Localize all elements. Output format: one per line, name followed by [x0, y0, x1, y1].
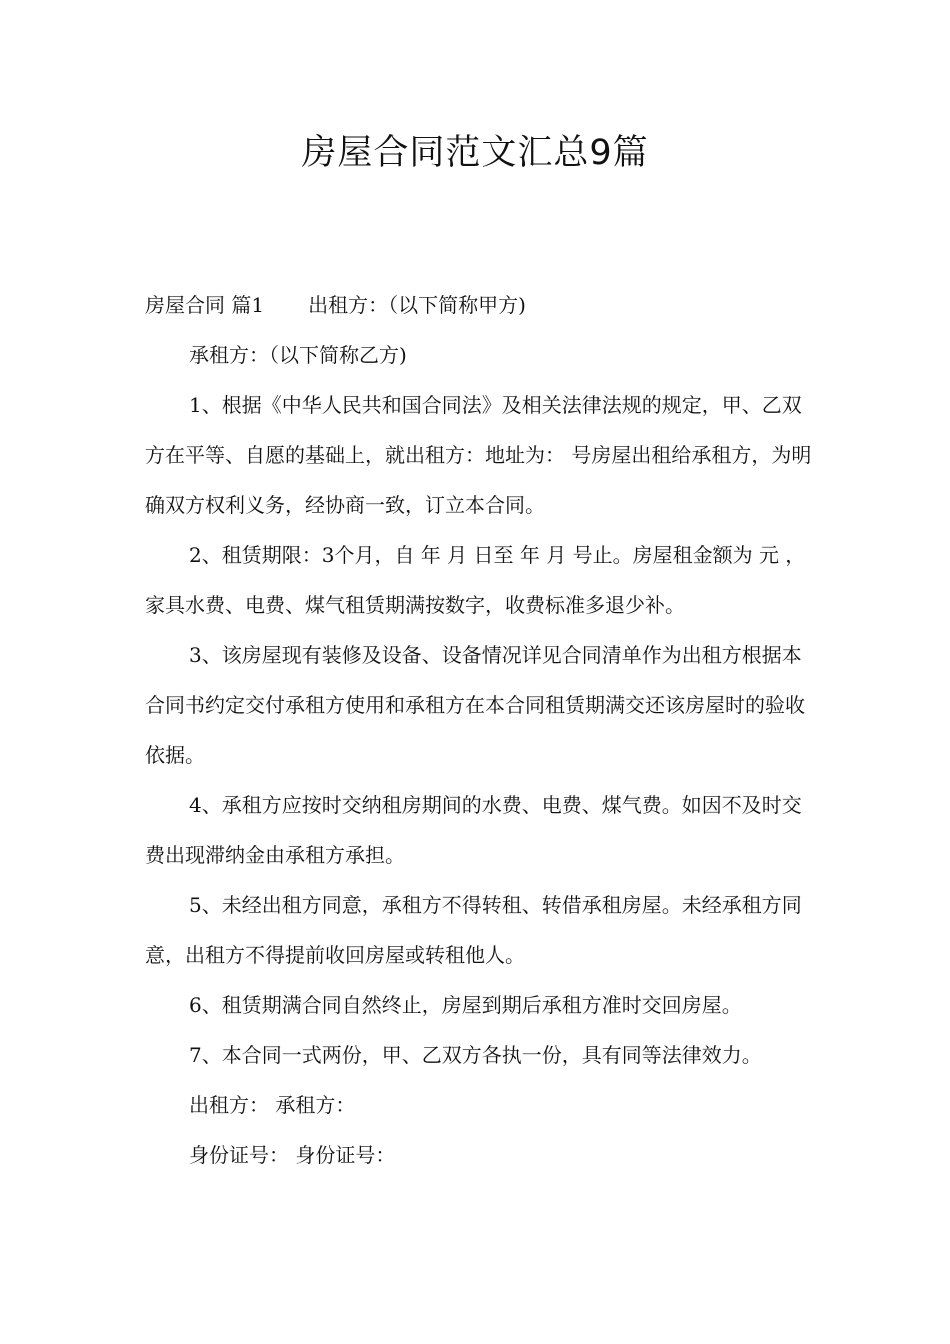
signature-parties-line: 出租方： 承租方：	[189, 1093, 356, 1117]
section-label: 房屋合同 篇1	[145, 293, 265, 317]
clause-7: 7、本合同一式两份，甲、乙双方各执一份，具有同等法律效力。	[189, 1043, 762, 1067]
document-title: 房屋合同范文汇总9篇	[301, 133, 649, 173]
clause-4: 4、承租方应按时交纳租房期间的水费、电费、煤气费。如因不及时交费出现滞纳金由承租方承担。	[145, 793, 802, 867]
clause-6: 6、租赁期满合同自然终止，房屋到期后承租方准时交回房屋。	[189, 993, 742, 1017]
clause-2: 2、租赁期限：3个月，自 年 月 日至 年 月 号止。房屋租金额为 元 ， 家具水费、电费、煤气租赁期满按数字，收费标准多退少补。	[145, 543, 806, 617]
lessor-line: 出租方：（以下简称甲方)	[308, 293, 526, 317]
lessee-line: 承租方：（以下简称乙方)	[189, 343, 407, 367]
clause-5: 5、未经出租方同意，承租方不得转租、转借承租房屋。未经承租方同意，出租方不得提前收回房屋或转租他人。	[145, 893, 802, 967]
clause-1: 1、根据《中华人民共和国合同法》及相关法律法规的规定，甲、乙双方在平等、自愿的基础上，就出租方：地址为： 号房屋出租给承租方，为明确双方权利义务，经协商一致，订立本合同。	[145, 393, 812, 517]
id-number-line: 身份证号： 身份证号：	[189, 1143, 396, 1167]
document-body	[145, 280, 813, 1180]
contract-heading-line	[145, 280, 813, 330]
clause-3: 3、该房屋现有装修及设备、设备情况详见合同清单作为出租方根据本合同书约定交付承租方使用和承租方在本合同租赁期满交还该房屋时的验收依据。	[145, 643, 805, 767]
